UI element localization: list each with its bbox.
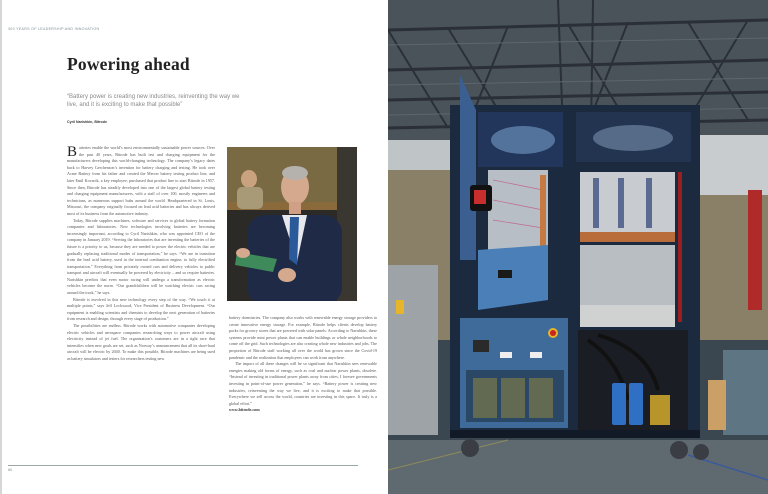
- body-paragraph: Batteries enable the world’s most environmentally sustainable power sources. Over the past 40 years, Bitrode has built test and charging equipment for the manufacturers developing this world-changing technology. The company’s legacy dates back to Harvey Gerchenson’s invention for battery charging and testing. He took over Acme Battery from his father and created the Mercer battery testing product line, and later Emil Kovacik, a key employee, purchased that product line to start Bitrode in 1957. Since then, Bitrode has steadily developed into one of the largest global battery testing and charging equipment manufacturers, with a staff of over 100, mostly engineers and technicians, as numerous support hubs around the world. Headquartered in St. Louis, Missouri, the company originally focused on lead acid batteries and has always derived most of its business from the automotive industry.: [67, 145, 215, 216]
- drop-cap: B: [67, 145, 78, 160]
- portrait-illustration: [227, 147, 357, 301]
- byline: Cyril Narishkin, Bitrode: [67, 120, 107, 124]
- body-column-2: [229, 315, 377, 435]
- article-title: Powering ahead: [67, 54, 190, 74]
- body-paragraph: The possibilities are endless. Bitrode works with automotive companies developing electric vehicles and aerospace companies researching ways to power aircraft using electricity instead of jet fuel. The organization’s customers are in a tight race that intensifies when new goals are set, such as Norway’s announcement that all its short-haul aircraft will be electric by 2040. To make this possible, Bitrode machines are being used as battery simulators and testers for researchers testing new: [67, 323, 215, 361]
- equipment-photo: [388, 0, 768, 494]
- portrait-photo: [227, 147, 357, 301]
- website-link[interactable]: www.bitrode.com: [229, 407, 260, 413]
- footer-rule: [8, 465, 358, 466]
- body-paragraph: battery chemistries. The company also works with renewable energy storage providers to create innovative energy storage. For example, Bitrode helps clients develop battery packs for grocery stores that are powered with solar panels. According to Narishkin, these systems provide mini power plants that can enable buildings or whole neighborhoods to come off the grid. Such technologies are also creating whole new industries and jobs. The proportion of Bitrode staff working all over the world has grown since the Covid-19 pandemic and the realization that employees can work from anywhere.: [229, 315, 377, 360]
- body-paragraph: Bitrode is involved in this new technology every step of the way. “We touch it at multiple points,” says Jeff Lockwood, Vice President of Business Development. “Our equipment is enabling scientists and chemists to develop the next generation of batteries from research and design, through every stage of production.”: [67, 296, 215, 322]
- pull-quote: “Battery power is creating new industries, reinventing the way we live, and it is exciting to make that possible”: [67, 94, 240, 108]
- body-paragraph: Today, Bitrode supplies machines, software and services to global battery formation companies and laboratories. New technologies involving batteries are becoming increasingly important, according to Cyril Narishkin, who was appointed CEO of the company in January 2019. “Serving the laboratories that are inventing the batteries of the future is a priority to us, because they are needed to power the electric vehicles that are gradually replacing traditional modes of transportation,” he says. “We are in transition from the lead acid battery, used in the internal combustion engine, to fully electrified transportation.” Everything from privately owned cars and delivery vehicles to public transport and aircraft will eventually be powered by electricity – and so require batteries. Narishkin predicts that even motor racing will undergo a transformation as electric vehicles become the norm. “Our grandchildren will be watching electric cars racing around the track,” he says.: [67, 217, 215, 296]
- page-number: 80: [8, 468, 12, 472]
- battery-tester-photo: [388, 0, 768, 494]
- body-column-1: [67, 145, 215, 447]
- body-paragraph: The impact of all these changes will be so significant that Narishkin sees renewable energies making old forms of energy, such as coal and nuclear power plants, obsolete. “Instead of investing in traditional power plants away from cities, I foresee governments investing in point-of-use power generation,” he says. “Battery power is creating new industries, reinventing the way we live, and it is exciting to make that possible. Everywhere we sell across the world, countries are investing in this space. It truly is a global effort.”: [229, 361, 377, 406]
- section-kicker: 300 YEARS OF LEADERSHIP AND INNOVATION: [8, 27, 100, 31]
